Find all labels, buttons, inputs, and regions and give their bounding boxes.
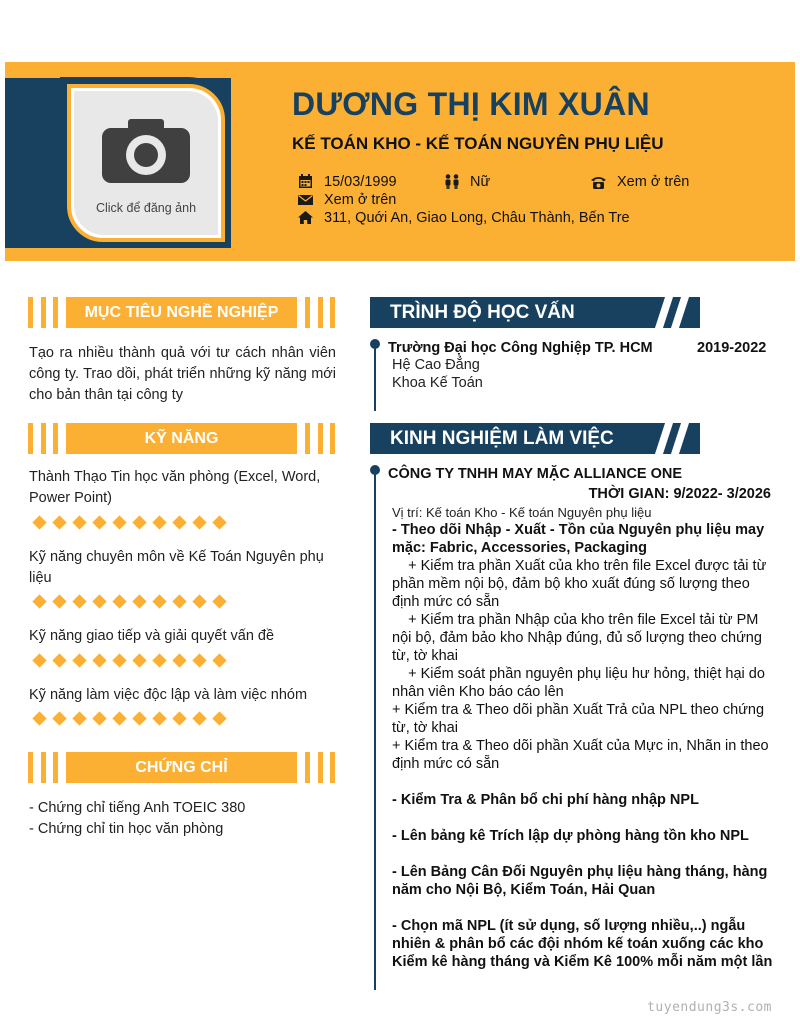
rating-diamond-icon xyxy=(72,653,86,667)
education-title: TRÌNH ĐỘ HỌC VẤN xyxy=(390,301,575,323)
work-period: THỜI GIAN: 9/2022- 3/2026 xyxy=(588,486,771,502)
rating-diamond-icon xyxy=(52,711,66,725)
photo-frame xyxy=(67,84,225,242)
rating-diamond-icon xyxy=(32,515,46,529)
phone-row xyxy=(590,173,689,190)
rating-diamond-icon xyxy=(52,515,66,529)
rating-diamond-icon xyxy=(132,653,146,667)
rating-diamond-icon xyxy=(72,711,86,725)
skill-rating xyxy=(33,712,226,725)
rating-diamond-icon xyxy=(192,653,206,667)
mail-icon xyxy=(297,191,314,208)
rating-diamond-icon xyxy=(112,594,126,608)
rating-diamond-icon xyxy=(152,711,166,725)
education-timeline xyxy=(374,344,376,411)
duty-item: - Theo dõi Nhập - Xuất - Tồn của Nguyên phụ liệu may mặc: Fabric, Accessories, Packaging xyxy=(392,522,765,556)
experience-heading xyxy=(370,423,700,454)
candidate-name: DƯƠNG THỊ KIM XUÂN xyxy=(292,86,650,122)
duty-item: - Lên bảng kê Trích lập dự phòng hàng tồn kho NPL xyxy=(392,828,749,844)
calendar-icon xyxy=(297,173,314,190)
timeline-dot xyxy=(370,339,380,349)
rating-diamond-icon xyxy=(172,653,186,667)
duty-subitem: + Kiểm soát phần nguyên phụ liệu hư hỏng, thiệt hại do nhân viên Kho báo cáo lên xyxy=(392,666,769,700)
rating-diamond-icon xyxy=(72,515,86,529)
job-position: Vị trí: Kế toán Kho - Kế toán Nguyên phụ liệu xyxy=(392,505,652,520)
objective-heading xyxy=(28,297,335,328)
skill-rating xyxy=(33,516,226,529)
upload-photo-button[interactable] xyxy=(74,91,218,235)
rating-diamond-icon xyxy=(92,711,106,725)
phone-icon xyxy=(590,173,607,190)
objective-title: MỤC TIÊU NGHỀ NGHIỆP xyxy=(66,297,297,328)
objective-text: Tạo ra nhiều thành quả với tư cách nhân viên công ty. Trao dồi, phát triển những kỹ năng mới cho bản thân tại công ty xyxy=(29,345,336,403)
rating-diamond-icon xyxy=(32,594,46,608)
photo-caption: Click để đăng ảnh xyxy=(95,201,197,215)
rating-diamond-icon xyxy=(52,594,66,608)
rating-diamond-icon xyxy=(92,653,106,667)
education-faculty: Khoa Kế Toán xyxy=(392,375,483,391)
skills-title: KỸ NĂNG xyxy=(66,423,297,454)
email-value: Xem ở trên xyxy=(324,191,397,208)
rating-diamond-icon xyxy=(112,711,126,725)
rating-diamond-icon xyxy=(92,594,106,608)
rating-diamond-icon xyxy=(52,653,66,667)
home-icon xyxy=(297,209,314,226)
rating-diamond-icon xyxy=(192,594,206,608)
camera-icon xyxy=(102,119,190,183)
rating-diamond-icon xyxy=(212,711,226,725)
cv-header xyxy=(5,62,795,261)
duties-list xyxy=(392,521,780,971)
skill-item: Kỹ năng chuyên môn về Kế Toán Nguyên phụ liệu xyxy=(29,549,324,586)
rating-diamond-icon xyxy=(152,594,166,608)
rating-diamond-icon xyxy=(212,653,226,667)
rating-diamond-icon xyxy=(112,653,126,667)
duty-subitem: + Kiểm tra phần Xuất của kho trên file Excel được tải từ phần mềm nội bộ, đảm bộ kho xuất đúng số lượng theo định mức có sẵn xyxy=(392,558,771,610)
skills-heading xyxy=(28,423,335,454)
rating-diamond-icon xyxy=(172,711,186,725)
gender-row xyxy=(443,173,490,190)
timeline-dot xyxy=(370,465,380,475)
rating-diamond-icon xyxy=(152,515,166,529)
rating-diamond-icon xyxy=(132,594,146,608)
certificate-item: - Chứng chỉ tiếng Anh TOEIC 380 xyxy=(29,800,246,816)
certificates-title: CHỨNG CHỈ xyxy=(66,752,297,783)
address-value: 311, Quới An, Giao Long, Châu Thành, Bến Tre xyxy=(324,209,630,226)
rating-diamond-icon xyxy=(192,515,206,529)
address-row xyxy=(297,209,630,226)
skill-item: Thành Thạo Tin học văn phòng (Excel, Word, Power Point) xyxy=(29,469,321,506)
birthday-row xyxy=(297,173,397,190)
duty-item: - Chọn mã NPL (ít sử dụng, số lượng nhiều,..) ngẫu nhiên & phân bổ các đội nhóm kế toán xuống các kho Kiểm kê hàng tháng và Kiểm Kê 100% mỗi năm một lần xyxy=(392,918,773,970)
duty-item: - Lên Bảng Cân Đối Nguyên phụ liệu hàng tháng, hàng năm cho Nội Bộ, Kiểm Toán, Hải Quan xyxy=(392,864,768,898)
rating-diamond-icon xyxy=(152,653,166,667)
birthday-value: 15/03/1999 xyxy=(324,173,397,190)
email-row xyxy=(297,191,396,208)
rating-diamond-icon xyxy=(132,711,146,725)
rating-diamond-icon xyxy=(112,515,126,529)
rating-diamond-icon xyxy=(72,594,86,608)
duty-item: - Kiểm Tra & Phân bổ chi phí hàng nhập NPL xyxy=(392,792,699,808)
skill-rating xyxy=(33,595,226,608)
rating-diamond-icon xyxy=(92,515,106,529)
education-level: Hệ Cao Đẳng xyxy=(392,357,480,373)
skill-item: Kỹ năng làm việc độc lập và làm việc nhóm xyxy=(29,687,308,703)
education-heading xyxy=(370,297,700,328)
rating-diamond-icon xyxy=(212,594,226,608)
people-icon xyxy=(443,173,460,190)
phone-value: Xem ở trên xyxy=(617,173,690,190)
rating-diamond-icon xyxy=(172,515,186,529)
certificates-heading xyxy=(28,752,335,783)
duty-subitem: + Kiểm tra phần Nhập của kho trên file Excel tải từ PM nội bộ, đảm bảo kho Nhập đúng, đủ số lượng theo chứng từ, tờ khai xyxy=(392,612,766,664)
rating-diamond-icon xyxy=(32,653,46,667)
rating-diamond-icon xyxy=(212,515,226,529)
rating-diamond-icon xyxy=(172,594,186,608)
gender-value: Nữ xyxy=(470,173,491,190)
rating-diamond-icon xyxy=(32,711,46,725)
skill-item: Kỹ năng giao tiếp và giải quyết vấn đề xyxy=(29,628,275,644)
job-title: KẾ TOÁN KHO - KẾ TOÁN NGUYÊN PHỤ LIỆU xyxy=(292,134,664,153)
experience-title: KINH NGHIỆM LÀM VIỆC xyxy=(390,427,614,449)
duty-subitem: + Kiểm tra & Theo dõi phần Xuất Trả của NPL theo chứng từ, tờ khai xyxy=(392,702,769,736)
rating-diamond-icon xyxy=(192,711,206,725)
education-years: 2019-2022 xyxy=(697,340,767,356)
experience-timeline xyxy=(374,470,376,990)
watermark: tuyendung3s.com xyxy=(647,1000,772,1015)
certificate-item: - Chứng chỉ tin học văn phòng xyxy=(29,821,224,837)
skill-rating xyxy=(33,654,226,667)
education-school: Trường Đại học Công Nghiệp TP. HCM xyxy=(388,340,653,356)
company-name: CÔNG TY TNHH MAY MẶC ALLIANCE ONE xyxy=(388,466,683,482)
rating-diamond-icon xyxy=(132,515,146,529)
duty-subitem: + Kiểm tra & Theo dõi phần Xuất của Mực in, Nhãn in theo định mức có sẵn xyxy=(392,738,773,772)
